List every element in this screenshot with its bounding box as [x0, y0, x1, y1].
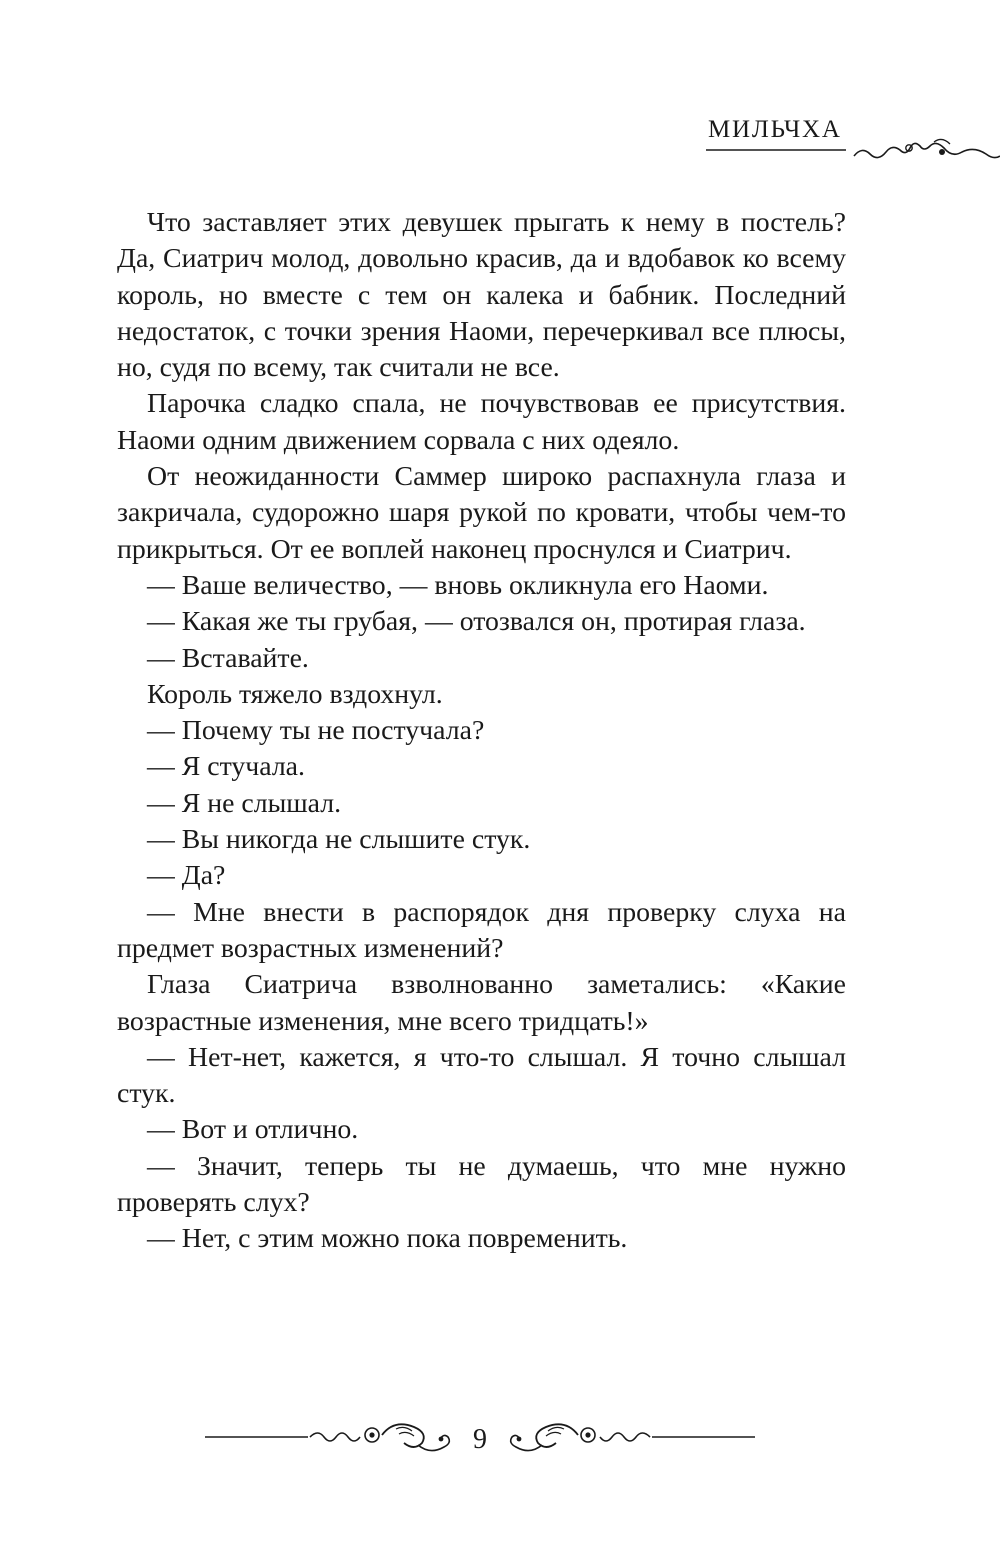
page-number: 9 [473, 1424, 487, 1455]
paragraph: — Да? [147, 860, 226, 892]
header-flourish-icon [706, 134, 1000, 162]
footer-right-ornament-icon [495, 1415, 760, 1465]
paragraph: — Ваше величество, — вновь окликнула его Наоми. [147, 569, 769, 601]
body-text [117, 205, 846, 1258]
paragraph: — Вот и отлично. [147, 1114, 359, 1146]
running-head-title: МИЛЬЧХА [708, 116, 842, 143]
paragraph: — Нет, с этим можно пока повременить. [147, 1223, 628, 1255]
paragraph: Король тяжело вздохнул. [147, 678, 443, 710]
paragraph: — Значит, теперь ты не думаешь, что мне нужно проверять слух? [117, 1150, 846, 1219]
paragraph: — Мне внести в распорядок дня проверку слуха на предмет возрастных изменений? [117, 896, 846, 964]
paragraph: — Нет-нет, кажется, я что-то слышал. Я точно слышал стук. [117, 1041, 846, 1110]
page-footer [200, 1415, 760, 1465]
paragraph: Глаза Сиатрича взволнованно заметались: «Какие возрастные изменения, мне всего тридцать!» [117, 969, 846, 1037]
paragraph: — Вставайте. [147, 642, 309, 674]
paragraph: — Вы никогда не слышите стук. [147, 824, 531, 856]
paragraph: От неожиданности Саммер широко распахнула глаза и закричала, судорожно шаря рукой по кровати, чтобы чем-то прикрыться. От ее воплей наконец проснулся и Сиатрич. [117, 461, 846, 565]
paragraph: — Я не слышал. [147, 787, 342, 819]
paragraph: — Почему ты не постучала? [147, 715, 485, 747]
paragraph: Парочка сладко спала, не почувствовав ее присутствия. Наоми одним движением сорвала с них одеяло. [117, 388, 846, 456]
running-head [706, 116, 1000, 162]
paragraph: Что заставляет этих девушек прыгать к нему в постель? Да, Сиатрич молод, довольно красив, да и вдобавок ко всему король, но вместе с тем он калека и бабник. Последний недостаток, с точки зрения Наоми, перечеркивал все плюсы, но, судя по всему, так считали не все. [117, 207, 846, 384]
paragraph: — Я стучала. [147, 751, 305, 783]
paragraph: — Какая же ты грубая, — отозвался он, протирая глаза. [147, 606, 806, 638]
